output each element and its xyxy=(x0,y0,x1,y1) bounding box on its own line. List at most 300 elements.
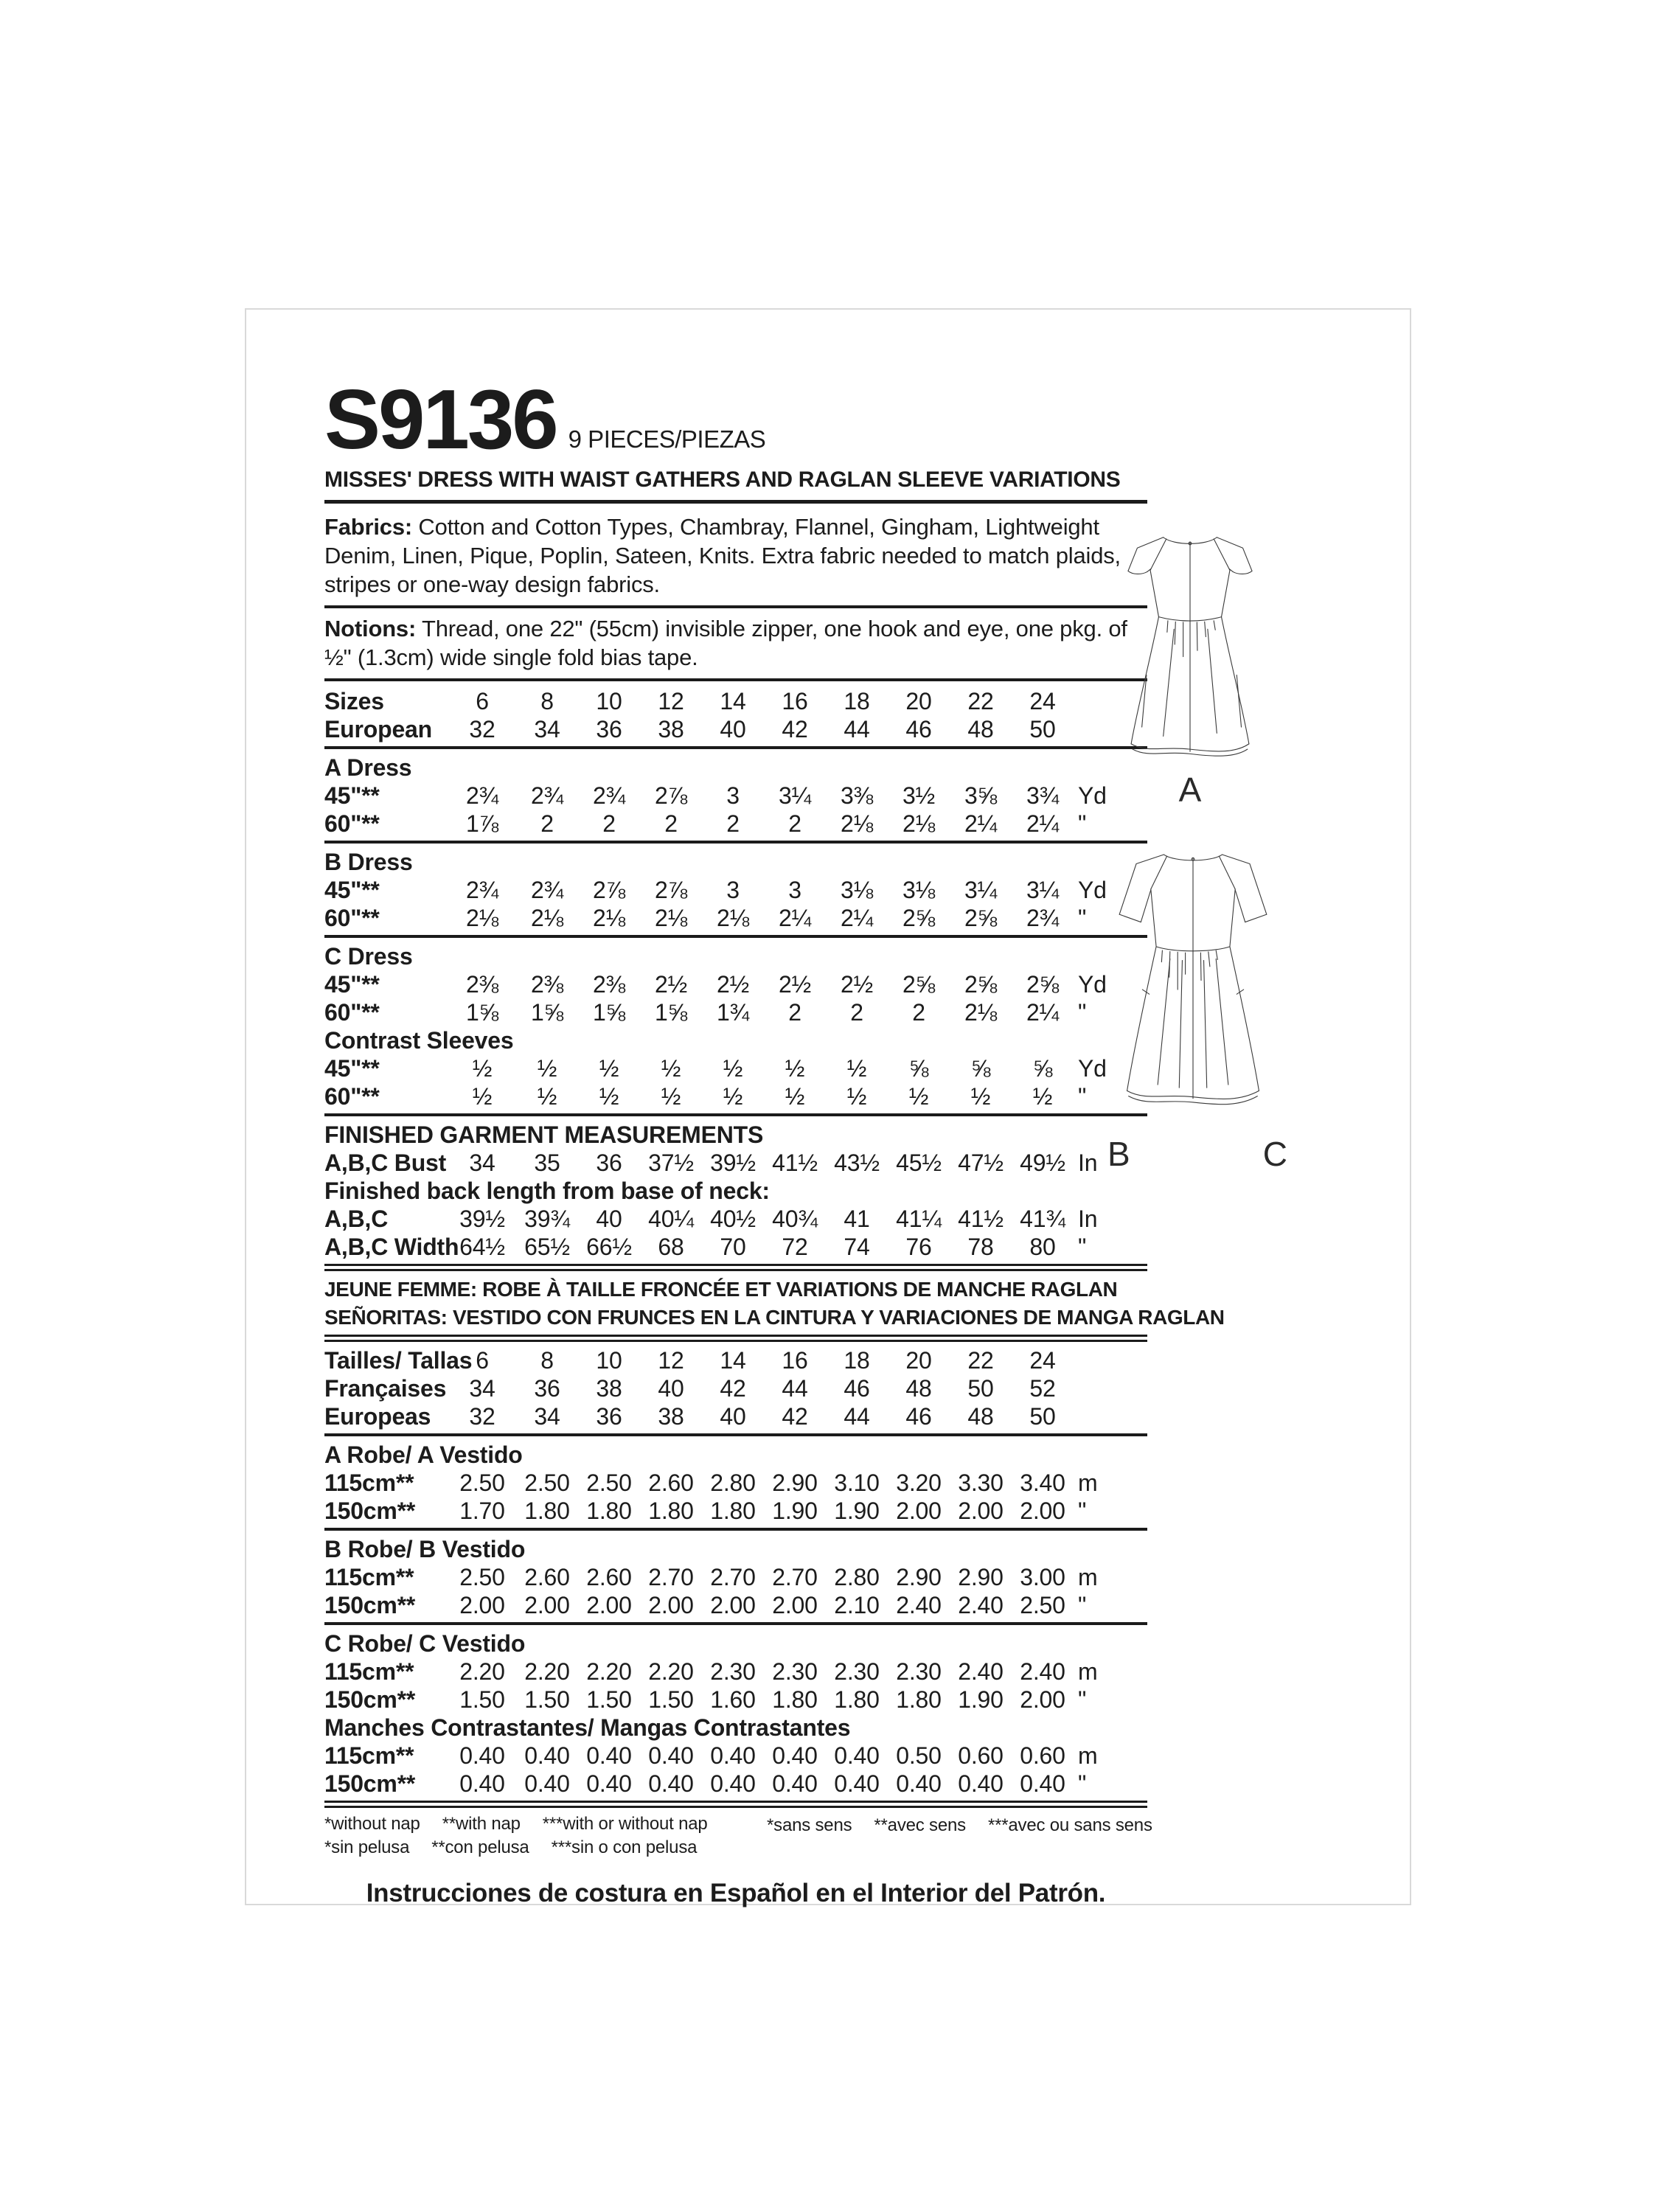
view-a-figure xyxy=(1094,522,1286,808)
table-row xyxy=(324,810,1147,844)
table-section-heading: Finished back length from base of neck: xyxy=(324,1178,770,1204)
yardage-value: 52 xyxy=(1029,1375,1056,1402)
yardage-value: 1⅝ xyxy=(592,999,626,1026)
yardage-value: 2¾ xyxy=(592,782,626,809)
yardage-value: 1.50 xyxy=(524,1686,570,1713)
yardage-value: 2¾ xyxy=(465,782,499,809)
yardage-value: 18 xyxy=(844,1347,870,1374)
yardage-value: 2⅞ xyxy=(654,877,688,903)
yardage-value: 48 xyxy=(967,716,994,742)
unit-cell: " xyxy=(1078,1686,1087,1713)
yardage-value: 1.90 xyxy=(834,1498,880,1524)
yardage-value: 50 xyxy=(1029,1403,1056,1430)
yardage-value: 2.00 xyxy=(896,1498,942,1524)
yardage-value: 1.60 xyxy=(710,1686,756,1713)
fabrics-paragraph xyxy=(324,512,1147,608)
yardage-value: 1.50 xyxy=(648,1686,694,1713)
yardage-value: 16 xyxy=(782,688,808,714)
footnote-item: *sin pelusa xyxy=(324,1837,410,1857)
table-row xyxy=(324,1686,1147,1714)
fabrics-label: Fabrics: xyxy=(324,514,412,540)
yardage-value: 41 xyxy=(844,1206,870,1232)
dress-b-c-illustration xyxy=(1078,842,1308,1134)
yardage-value: 2⅞ xyxy=(654,782,688,809)
row-label: 150cm** xyxy=(324,1498,416,1524)
yardage-value: 64½ xyxy=(459,1234,505,1260)
table-row xyxy=(324,782,1147,810)
yardage-value: 2 xyxy=(602,810,616,837)
yardage-value: 0.40 xyxy=(958,1770,1004,1797)
row-label: 115cm** xyxy=(324,1470,414,1496)
yardage-value: 74 xyxy=(844,1234,870,1260)
yardage-value: 50 xyxy=(967,1375,994,1402)
yardage-value: 2.00 xyxy=(772,1592,818,1618)
table-row xyxy=(324,687,1147,715)
yardage-value: 46 xyxy=(844,1375,870,1402)
yardage-value: 12 xyxy=(658,1347,684,1374)
yardage-value: 2.50 xyxy=(524,1470,570,1496)
footnote-item: ***avec ou sans sens xyxy=(987,1815,1152,1835)
yardage-value: 2.50 xyxy=(586,1470,632,1496)
unit-cell: Yd xyxy=(1078,971,1107,998)
table-section-heading: B Robe/ B Vestido xyxy=(324,1536,526,1562)
yardage-value: 2.00 xyxy=(586,1592,632,1618)
yardage-value: 40 xyxy=(596,1206,622,1232)
yardage-value: ½ xyxy=(537,1083,557,1110)
yardage-value: 32 xyxy=(469,716,495,742)
table-row xyxy=(324,1233,1147,1271)
yardage-value: 36 xyxy=(534,1375,560,1402)
yardage-value: 3⅛ xyxy=(840,877,874,903)
yardage-value: ½ xyxy=(785,1055,805,1082)
unit-cell xyxy=(1074,1374,1147,1402)
footnote-item: **avec sens xyxy=(874,1815,966,1835)
yardage-value: 0.50 xyxy=(896,1742,942,1769)
yardage-value: 2⅛ xyxy=(592,905,626,931)
yardage-value: 45½ xyxy=(896,1150,942,1176)
footnotes xyxy=(324,1812,1152,1860)
yardage-value: 10 xyxy=(596,688,622,714)
yardage-value: 1.80 xyxy=(586,1498,632,1524)
yardage-value: 2⅛ xyxy=(840,810,874,837)
yardage-value: 24 xyxy=(1029,688,1056,714)
yardage-value: 2.30 xyxy=(896,1658,942,1685)
yardage-value: ½ xyxy=(661,1083,681,1110)
table-section-heading: A Robe/ A Vestido xyxy=(324,1441,523,1468)
yardage-value: ½ xyxy=(1032,1083,1053,1110)
yardage-value: 3½ xyxy=(902,782,936,809)
yardage-value: 2½ xyxy=(654,971,688,998)
unit-cell xyxy=(1074,1346,1147,1374)
yardage-value: 1.80 xyxy=(834,1686,880,1713)
row-label: A,B,C xyxy=(324,1206,389,1232)
yardage-value: 2⅜ xyxy=(530,971,564,998)
yardage-value: 1.50 xyxy=(459,1686,505,1713)
yardage-value: ½ xyxy=(723,1055,743,1082)
table-row xyxy=(324,1770,1147,1808)
footnote-line-french xyxy=(767,1814,1175,1837)
table-section-heading: C Robe/ C Vestido xyxy=(324,1630,526,1657)
yardage-value: 1⅝ xyxy=(530,999,564,1026)
yardage-value: ½ xyxy=(846,1083,867,1110)
unit-cell: " xyxy=(1078,999,1087,1026)
yardage-value: 34 xyxy=(469,1375,495,1402)
yardage-value: 38 xyxy=(596,1375,622,1402)
footnote-item: **with nap xyxy=(442,1814,521,1834)
yardage-value: 44 xyxy=(844,1403,870,1430)
yardage-value: 0.40 xyxy=(1020,1770,1065,1797)
yardage-value: 2 xyxy=(788,999,801,1026)
yardage-value: 1⅝ xyxy=(654,999,688,1026)
yardage-value: 0.40 xyxy=(459,1770,505,1797)
yardage-value: 3.10 xyxy=(834,1470,880,1496)
footnote-item: *sans sens xyxy=(767,1815,852,1835)
yardage-table xyxy=(324,687,1225,1808)
envelope-frame xyxy=(245,308,1411,1905)
table-section-heading: SEÑORITAS: VESTIDO CON FRUNCES EN LA CINTURA Y VARIACIONES DE MANGA RAGLAN xyxy=(324,1304,1147,1342)
table-row xyxy=(324,715,1147,749)
yardage-value: 49½ xyxy=(1020,1150,1065,1176)
yardage-value: 2¼ xyxy=(840,905,874,931)
yardage-value: 0.60 xyxy=(958,1742,1004,1769)
yardage-value: 3.40 xyxy=(1020,1470,1065,1496)
dress-a-illustration xyxy=(1094,522,1286,767)
yardage-value: 0.40 xyxy=(524,1770,570,1797)
fabrics-text: Cotton and Cotton Types, Chambray, Flannel, Gingham, Lightweight Denim, Linen, Pique, Poplin, Sateen, Knits. Extra fabric needed to match plaids, stripes or one-way design fabrics. xyxy=(324,514,1121,597)
yardage-value: 1.80 xyxy=(524,1498,570,1524)
yardage-value: 66½ xyxy=(586,1234,632,1260)
yardage-value: 2⅜ xyxy=(465,971,499,998)
table-section-heading: FINISHED GARMENT MEASUREMENTS xyxy=(324,1121,764,1148)
yardage-value: 1.80 xyxy=(896,1686,942,1713)
yardage-value: ½ xyxy=(846,1055,867,1082)
yardage-value: 3¼ xyxy=(964,877,998,903)
yardage-value: 39¾ xyxy=(524,1206,570,1232)
footnote-line-english xyxy=(324,1812,767,1836)
yardage-value: 24 xyxy=(1029,1347,1056,1374)
table-row xyxy=(324,1658,1147,1686)
unit-cell: " xyxy=(1078,1083,1087,1110)
row-label: Françaises xyxy=(324,1375,447,1402)
yardage-value: 3 xyxy=(726,782,740,809)
yardage-value: 12 xyxy=(658,688,684,714)
yardage-value: 0.40 xyxy=(710,1742,756,1769)
unit-cell: " xyxy=(1078,1770,1087,1797)
yardage-value: 2¾ xyxy=(465,877,499,903)
table-row xyxy=(324,904,1147,938)
yardage-value: 2⅝ xyxy=(1026,971,1060,998)
footnote-item: ***sin o con pelusa xyxy=(551,1837,698,1857)
yardage-value: 68 xyxy=(658,1234,684,1260)
unit-cell: m xyxy=(1078,1470,1098,1496)
row-label: 45"** xyxy=(324,971,380,998)
row-label: Europeas xyxy=(324,1403,431,1430)
yardage-value: 3⅛ xyxy=(902,877,936,903)
yardage-value: 3.20 xyxy=(896,1470,942,1496)
yardage-value: 78 xyxy=(967,1234,994,1260)
yardage-value: 2⅝ xyxy=(964,971,998,998)
yardage-value: 2⅝ xyxy=(902,971,936,998)
yardage-value: 2½ xyxy=(716,971,750,998)
yardage-value: ½ xyxy=(599,1055,619,1082)
unit-cell: " xyxy=(1078,1498,1087,1524)
view-b-c-figure xyxy=(1078,842,1308,1172)
yardage-value: 2.00 xyxy=(1020,1498,1065,1524)
row-label: 45"** xyxy=(324,877,380,903)
yardage-value: 2.60 xyxy=(648,1470,694,1496)
yardage-value: 0.40 xyxy=(586,1742,632,1769)
yardage-value: 2.50 xyxy=(459,1564,505,1590)
yardage-value: 34 xyxy=(469,1150,495,1176)
yardage-value: ⅝ xyxy=(908,1055,929,1082)
yardage-value: 2.80 xyxy=(710,1470,756,1496)
table-row xyxy=(324,1082,1147,1116)
yardage-value: 10 xyxy=(596,1347,622,1374)
yardage-value: 80 xyxy=(1029,1234,1056,1260)
table-section-heading: A Dress xyxy=(324,754,412,781)
yardage-value: 2.70 xyxy=(648,1564,694,1590)
yardage-value: 2⅛ xyxy=(530,905,564,931)
yardage-value: 40 xyxy=(720,1403,746,1430)
unit-cell: m xyxy=(1078,1658,1098,1685)
yardage-value: 2¼ xyxy=(1026,810,1060,837)
yardage-value: 2.20 xyxy=(524,1658,570,1685)
yardage-value: 2.40 xyxy=(1020,1658,1065,1685)
row-label: 115cm** xyxy=(324,1658,414,1685)
unit-cell xyxy=(1074,1402,1147,1430)
yardage-value: 34 xyxy=(534,1403,560,1430)
row-label: 115cm** xyxy=(324,1564,414,1590)
unit-cell: Yd xyxy=(1078,782,1107,809)
yardage-value: 65½ xyxy=(524,1234,570,1260)
yardage-value: 2.80 xyxy=(834,1564,880,1590)
yardage-value: 2 xyxy=(664,810,678,837)
yardage-value: 2.60 xyxy=(524,1564,570,1590)
yardage-value: 2.70 xyxy=(710,1564,756,1590)
yardage-value: 46 xyxy=(905,716,932,742)
yardage-value: 2¾ xyxy=(530,877,564,903)
yardage-value: 3¼ xyxy=(778,782,812,809)
yardage-value: 2.90 xyxy=(896,1564,942,1590)
notions-label: Notions: xyxy=(324,616,417,641)
table-row xyxy=(324,1591,1147,1625)
yardage-value: ⅝ xyxy=(970,1055,991,1082)
yardage-value: 1.90 xyxy=(958,1686,1004,1713)
yardage-value: 0.40 xyxy=(710,1770,756,1797)
yardage-value: 39½ xyxy=(710,1150,756,1176)
yardage-value: 1.80 xyxy=(648,1498,694,1524)
row-label: 60"** xyxy=(324,1083,380,1110)
pieces-count: 9 PIECES/PIEZAS xyxy=(568,425,766,453)
yardage-value: 35 xyxy=(534,1150,560,1176)
yardage-value: 2⅛ xyxy=(465,905,499,931)
row-label: 60"** xyxy=(324,999,380,1026)
row-label: European xyxy=(324,716,432,742)
garment-title: MISSES' DRESS WITH WAIST GATHERS AND RAGLAN SLEEVE VARIATIONS xyxy=(324,467,1147,504)
yardage-value: 1¾ xyxy=(716,999,750,1026)
yardage-value: 2½ xyxy=(840,971,874,998)
footnotes-left xyxy=(324,1812,767,1860)
row-label: 150cm** xyxy=(324,1770,416,1797)
yardage-value: 37½ xyxy=(648,1150,694,1176)
yardage-value: 47½ xyxy=(958,1150,1004,1176)
yardage-value: 2.00 xyxy=(459,1592,505,1618)
yardage-value: 1.90 xyxy=(772,1498,818,1524)
yardage-value: 36 xyxy=(596,1403,622,1430)
row-label: 60"** xyxy=(324,905,380,931)
view-b-label: B xyxy=(1107,1135,1130,1173)
yardage-value: 3¾ xyxy=(1026,782,1060,809)
yardage-value: 2.70 xyxy=(772,1564,818,1590)
yardage-value: 2.50 xyxy=(1020,1592,1065,1618)
yardage-value: 38 xyxy=(658,716,684,742)
yardage-value: ½ xyxy=(472,1083,493,1110)
table-row xyxy=(324,1205,1147,1233)
yardage-value: ½ xyxy=(599,1083,619,1110)
table-row xyxy=(324,1497,1147,1531)
yardage-value: 41¼ xyxy=(896,1206,942,1232)
yardage-value: 2.00 xyxy=(524,1592,570,1618)
yardage-value: 2.90 xyxy=(958,1564,1004,1590)
table-row xyxy=(324,1149,1147,1177)
table-row xyxy=(324,1563,1147,1591)
table-row xyxy=(324,876,1147,904)
yardage-value: ½ xyxy=(723,1083,743,1110)
yardage-value: 0.40 xyxy=(586,1770,632,1797)
yardage-value: 39½ xyxy=(459,1206,505,1232)
yardage-value: 36 xyxy=(596,1150,622,1176)
yardage-value: 2¾ xyxy=(1026,905,1060,931)
yardage-value: 0.40 xyxy=(459,1742,505,1769)
unit-cell: In xyxy=(1078,1150,1098,1176)
yardage-value: 2 xyxy=(540,810,554,837)
yardage-value: 40½ xyxy=(710,1206,756,1232)
yardage-value: 41½ xyxy=(958,1206,1004,1232)
yardage-value: 2.30 xyxy=(834,1658,880,1685)
yardage-value: 50 xyxy=(1029,716,1056,742)
row-label: 115cm** xyxy=(324,1742,414,1769)
yardage-value: 22 xyxy=(967,1347,994,1374)
yardage-value: 40¾ xyxy=(772,1206,818,1232)
yardage-value: ½ xyxy=(970,1083,991,1110)
yardage-value: 0.40 xyxy=(524,1742,570,1769)
unit-cell: In xyxy=(1078,1206,1098,1232)
yardage-value: 2.00 xyxy=(710,1592,756,1618)
row-label: 150cm** xyxy=(324,1686,416,1713)
yardage-value: 40 xyxy=(658,1375,684,1402)
yardage-value: 48 xyxy=(905,1375,932,1402)
yardage-value: 8 xyxy=(540,688,554,714)
row-label: A,B,C Width xyxy=(324,1234,459,1260)
table-row xyxy=(324,970,1147,998)
unit-cell: " xyxy=(1078,1234,1087,1260)
yardage-value: 6 xyxy=(476,688,489,714)
yardage-value: 72 xyxy=(782,1234,808,1260)
table-section-heading: C Dress xyxy=(324,943,413,970)
yardage-value: 3 xyxy=(726,877,740,903)
yardage-value: ½ xyxy=(661,1055,681,1082)
footnote-line-spanish xyxy=(324,1836,767,1860)
header xyxy=(324,373,1147,467)
footnote-item: **con pelusa xyxy=(431,1837,529,1857)
yardage-value: 2.00 xyxy=(648,1592,694,1618)
table-section-heading: B Dress xyxy=(324,849,413,875)
row-label: 60"** xyxy=(324,810,380,837)
yardage-value: 2.10 xyxy=(834,1592,880,1618)
row-label: Sizes xyxy=(324,688,384,714)
yardage-value: ½ xyxy=(908,1083,929,1110)
yardage-value: 41½ xyxy=(772,1150,818,1176)
yardage-value: 40¼ xyxy=(648,1206,694,1232)
yardage-value: 3 xyxy=(788,877,801,903)
yardage-value: 1⅞ xyxy=(465,810,499,837)
yardage-value: ½ xyxy=(537,1055,557,1082)
unit-cell: Yd xyxy=(1078,877,1107,903)
table-row xyxy=(324,1742,1147,1770)
yardage-value: 14 xyxy=(720,688,746,714)
table-section-heading: Manches Contrastantes/ Mangas Contrastantes xyxy=(324,1714,851,1741)
yardage-value: 2.00 xyxy=(958,1498,1004,1524)
yardage-value: 2¼ xyxy=(1026,999,1060,1026)
yardage-value: 8 xyxy=(540,1347,554,1374)
yardage-value: 20 xyxy=(905,1347,932,1374)
notions-paragraph xyxy=(324,614,1147,681)
yardage-value: 2⅞ xyxy=(592,877,626,903)
yardage-value: 0.40 xyxy=(834,1742,880,1769)
yardage-value: 1.80 xyxy=(710,1498,756,1524)
yardage-value: ⅝ xyxy=(1032,1055,1053,1082)
table-row xyxy=(324,1054,1147,1082)
unit-cell: m xyxy=(1078,1564,1098,1590)
spanish-instructions-note: Instrucciones de costura en Español en el Interior del Patrón. xyxy=(366,1879,1106,1907)
yardage-value: 2.50 xyxy=(459,1470,505,1496)
yardage-value: 2⅜ xyxy=(592,971,626,998)
yardage-value: 0.40 xyxy=(648,1770,694,1797)
table-row xyxy=(324,1402,1147,1436)
yardage-value: 2¾ xyxy=(530,782,564,809)
yardage-value: 41¾ xyxy=(1020,1206,1065,1232)
yardage-value: 1.50 xyxy=(586,1686,632,1713)
yardage-value: 2 xyxy=(788,810,801,837)
table-section-heading: JEUNE FEMME: ROBE À TAILLE FRONCÉE ET VARIATIONS DE MANCHE RAGLAN xyxy=(324,1278,1118,1301)
table-row xyxy=(324,998,1147,1026)
pattern-number: S9136 xyxy=(324,373,557,467)
table-row xyxy=(324,1346,1147,1374)
yardage-value: 43½ xyxy=(834,1150,880,1176)
footnote-item: ***with or without nap xyxy=(542,1814,708,1834)
yardage-value: 1.70 xyxy=(459,1498,505,1524)
unit-cell: Yd xyxy=(1078,1055,1107,1082)
yardage-value: 36 xyxy=(596,716,622,742)
yardage-value: 2.00 xyxy=(1020,1686,1065,1713)
row-label: A,B,C Bust xyxy=(324,1150,447,1176)
yardage-value: 3¼ xyxy=(1026,877,1060,903)
yardage-value: ½ xyxy=(785,1083,805,1110)
row-label: 45"** xyxy=(324,782,380,809)
yardage-value: 2.40 xyxy=(896,1592,942,1618)
yardage-value: 2 xyxy=(912,999,925,1026)
table-section-heading: Contrast Sleeves xyxy=(324,1027,514,1054)
yardage-value: 20 xyxy=(905,688,932,714)
yardage-value: 2¼ xyxy=(778,905,812,931)
envelope-content xyxy=(324,373,1225,1908)
yardage-value: 2.20 xyxy=(648,1658,694,1685)
yardage-value: 0.40 xyxy=(896,1770,942,1797)
yardage-value: 18 xyxy=(844,688,870,714)
yardage-value: 70 xyxy=(720,1234,746,1260)
yardage-value: 46 xyxy=(905,1403,932,1430)
yardage-value: 3.00 xyxy=(1020,1564,1065,1590)
